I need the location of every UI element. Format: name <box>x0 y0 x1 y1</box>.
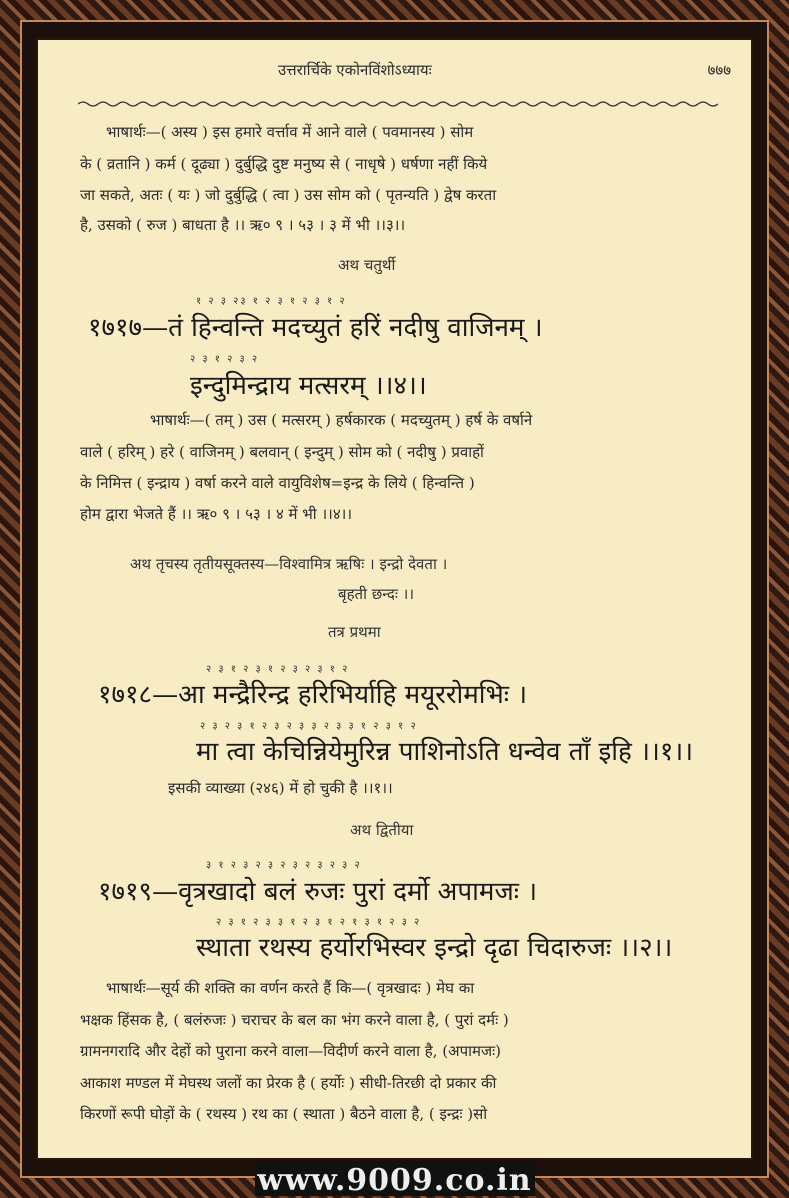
paragraph-3-line-5: किरणों रूपी घोड़ों के ( रथस्य ) रथ का ( स्थाता ) बैठने वाला है, ( इन्द्रः )सो <box>80 1105 488 1123</box>
paragraph-2-line-4: होम द्वारा भेजते हैं ।। ऋ० ९ । ५३ । ४ में भी ।।४।। <box>80 505 353 523</box>
paragraph-1-line-3: जा सकते, अतः ( यः ) जो दुर्बुद्धि ( त्वा ) उस सोम को ( पृतन्यति ) द्वेष करता <box>80 186 497 204</box>
paragraph-3-line-4: आकाश मण्डल में मेघस्थ जलों का प्रेरक है ( हर्योः ) सीधी-तिरछी दो प्रकार की <box>80 1074 497 1092</box>
ornament-divider <box>78 100 718 108</box>
paragraph-3-line-1: भाषार्थः—सूर्य की शक्ति का वर्णन करते हैं कि—( वृत्रखादः ) मेघ का <box>106 979 475 997</box>
chhanda-heading: बृहती छन्दः ।। <box>338 585 415 603</box>
svara-marks: २ ३ १ २ ३ १ २ ३ २ ३ १ २ <box>206 664 350 675</box>
page-number: ७७७ <box>707 61 731 79</box>
paragraph-1-line-4: है, उसको ( रुज ) बाधता है ।। ऋ० ९ । ५३ । ३ में भी ।।३।। <box>80 216 406 234</box>
svara-marks: १ २ ३ २३ १ २ ३ १ २ ३ १ २ <box>196 296 347 307</box>
section-heading-first: तत्र प्रथमा <box>328 623 381 641</box>
paragraph-2-line-1: भाषार्थः—( तम् ) उस ( मत्सरम् ) हर्षकारक ( मदच्युतम् ) हर्ष के वर्षाने <box>150 411 533 429</box>
section-heading-second: अथ द्वितीया <box>350 821 414 839</box>
verse-1718-line-1: १७१८—आ मन्द्रैरिन्द्र हरिभिर्याहि मयूररोमभिः । <box>98 680 528 710</box>
svara-marks: २ ३ १ २ ३ २ <box>190 354 260 365</box>
svara-marks: ३ १ २ ३ २ ३ २ ३ २ ३ २ ३ २ <box>206 860 362 871</box>
svara-marks: २ ३ १ २ ३ ३ १ २ ३ १ २ १ ३ १ २ ३ २ <box>216 917 422 928</box>
paragraph-1-line-1: भाषार्थः—( अस्य ) इस हमारे वर्त्ताव में आने वाले ( पवमानस्य ) सोम <box>106 123 474 141</box>
sukta-heading: अथ तृचस्य तृतीयसूक्तस्य—विश्वामित्र ऋषिः । इन्द्रो देवता । <box>130 555 448 573</box>
svara-marks: २ ३ २ ३ १ २ ३ २ ३ ३ २ ३ ३ १ २ ३ १ २ <box>200 721 418 732</box>
paragraph-1-line-2: के ( व्रतानि ) कर्म ( दूढ्या ) दुर्बुद्धि दुष्ट मनुष्य से ( नाधृषे ) धर्षणा नहीं किये <box>80 155 488 173</box>
verse-1717-line-2: इन्दुमिन्द्राय मत्सरम् ।।४।। <box>190 371 427 401</box>
page-header-title: उत्तरार्चिके एकोनविंशोऽध्यायः <box>278 61 432 79</box>
website-watermark[interactable]: www.9009.co.in <box>257 1163 532 1198</box>
verse-1717-line-1: १७१७—तं हिन्वन्ति मदच्युतं हरिं नदीषु वाजिनम् । <box>88 313 543 343</box>
paragraph-2-line-3: के निमित्त ( इन्द्राय ) वर्षा करने वाले वायुविशेष=इन्द्र के लिये ( हिन्वन्ति ) <box>80 474 475 492</box>
paragraph-2-line-2: वाले ( हरिम् ) हरे ( वाजिनम् ) बलवान् ( इन्दुम् ) सोम को ( नदीषु ) प्रवाहों <box>80 443 484 461</box>
verse-1718-line-2: मा त्वा केचिन्नियेमुरिन्न पाशिनोऽति धन्वेव ताँ इहि ।।१।। <box>196 737 694 767</box>
paragraph-3-line-2: भक्षक हिंसक है, ( बलंरुजः ) चराचर के बल का भंग करने वाला है, ( पुरां दर्मः ) <box>80 1011 509 1029</box>
book-page <box>36 38 753 1160</box>
paragraph-3-line-3: ग्रामनगरादि और देहों को पुराना करने वाला—विदीर्ण करने वाला है, (अपामजः) <box>80 1042 501 1060</box>
verse-1719-line-2: स्थाता रथस्य हर्योरभिस्वर इन्द्रो दृढा चिदारुजः ।।२।। <box>196 933 673 963</box>
verse-1719-line-1: १७१९—वृत्रखादो बलं रुजः पुरां दर्मो अपामजः । <box>98 877 538 907</box>
verse-1718-note: इसकी व्याख्या (२४६) में हो चुकी है ।।१।। <box>168 779 393 797</box>
section-heading-4th: अथ चतुर्थी <box>338 256 396 274</box>
